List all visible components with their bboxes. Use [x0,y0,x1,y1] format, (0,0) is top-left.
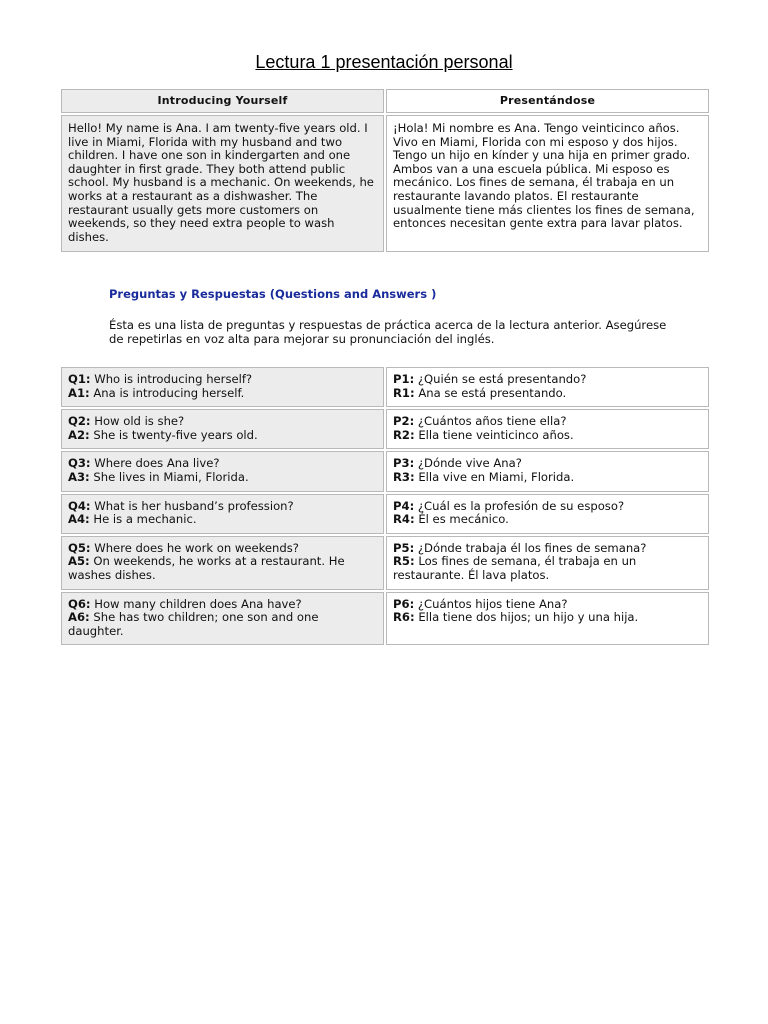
qa-row [61,494,709,534]
qa-spanish-cell [386,367,709,407]
answer-text: Ana is introducing herself. [89,385,245,400]
respuesta-text: Ella vive en Miami, Florida. [414,469,575,484]
pregunta-tag: P4: [393,498,415,513]
pregunta-text: ¿Quién se está presentando? [414,372,587,386]
question-text: How many children does Ana have? [90,596,302,611]
qa-spanish-cell [386,592,709,646]
answer-text: He is a mechanic. [89,512,197,527]
respuesta-text: Ella tiene dos hijos; un hijo y una hija. [414,610,639,625]
pregunta-tag: P1: [393,372,415,386]
question-tag: Q4: [68,498,91,513]
respuesta-tag: R6: [393,610,415,625]
qa-spanish-cell [386,494,709,534]
reading-body-row [61,115,709,252]
qa-english-cell [61,367,384,407]
answer-tag: A5: [68,554,90,569]
question-text: What is her husband’s profession? [90,498,294,513]
question-tag: Q5: [68,540,91,555]
qa-spanish-cell [386,451,709,491]
qa-row [61,367,709,407]
reading-header-row [61,89,709,113]
reading-text-spanish: ¡Hola! Mi nombre es Ana. Tengo veinticinco años. Vivo en Miami, Florida con mi esposo y dos hijos. Tengo un hijo en kínder y una hija en primer grado. Ambos van a una escuela pública. Mi esposo es mecánico. Los fines de semana, él trabaja en un restaurante lavando platos. El restaurante usualmente tiene más clientes los fines de semana, entonces necesitan gente extra para lavar platos. [386,115,709,252]
pregunta-text: ¿Cuántos años tiene ella? [414,414,567,429]
respuesta-text: Él es mecánico. [414,512,509,527]
qa-spanish-cell [386,536,709,590]
answer-text: She lives in Miami, Florida. [89,469,249,484]
pregunta-text: ¿Cuál es la profesión de su esposo? [414,498,625,513]
qa-spanish-cell [386,409,709,449]
qa-english-cell [61,409,384,449]
respuesta-tag: R4: [393,512,415,527]
qa-row [61,536,709,590]
qa-table [59,365,711,647]
qa-english-cell [61,536,384,590]
page-title: Lectura 1 presentación personal [255,52,513,72]
answer-text: On weekends, he works at a restaurant. He washes dishes. [68,554,345,582]
pregunta-tag: P5: [393,540,415,555]
answer-tag: A3: [68,469,90,484]
qa-english-cell [61,494,384,534]
pregunta-text: ¿Dónde vive Ana? [414,456,522,471]
question-tag: Q3: [68,456,91,471]
reading-table [59,87,711,254]
question-tag: Q6: [68,596,91,611]
question-text: Where does Ana live? [90,456,220,471]
header-english: Introducing Yourself [61,89,384,113]
respuesta-text: Los fines de semana, él trabaja en un restaurante. Él lava platos. [393,554,637,582]
question-tag: Q1: [68,372,91,386]
answer-tag: A2: [68,427,90,442]
answer-text: She is twenty-five years old. [89,427,258,442]
qa-row [61,592,709,646]
question-text: How old is she? [90,414,185,429]
pregunta-tag: P3: [393,456,415,471]
answer-text: She has two children; one son and one daughter. [68,610,319,638]
qa-row [61,409,709,449]
question-tag: Q2: [68,414,91,429]
qa-row [61,451,709,491]
respuesta-tag: R2: [393,427,415,442]
answer-tag: A4: [68,512,90,527]
reading-text-english: Hello! My name is Ana. I am twenty-five years old. I live in Miami, Florida with my husband and two children. I have one son in kindergarten and one daughter in first grade. They both attend public school. My husband is a mechanic. On weekends, he works at a restaurant as a dishwasher. The restaurant usually gets more customers on weekends, so they need extra people to wash dishes. [61,115,384,252]
pregunta-tag: P2: [393,414,415,429]
respuesta-text: Ella tiene veinticinco años. [414,427,574,442]
question-text: Where does he work on weekends? [90,540,299,555]
pregunta-tag: P6: [393,596,415,611]
qa-heading: Preguntas y Respuestas (Questions and Answers ) [109,287,437,301]
pregunta-text: ¿Dónde trabaja él los fines de semana? [414,540,647,555]
qa-english-cell [61,592,384,646]
respuesta-text: Ana se está presentando. [414,385,567,400]
answer-tag: A6: [68,610,90,625]
respuesta-tag: R3: [393,469,415,484]
header-spanish: Presentándose [386,89,709,113]
pregunta-text: ¿Cuántos hijos tiene Ana? [414,596,568,611]
answer-tag: A1: [68,385,90,400]
question-text: Who is introducing herself? [90,372,253,386]
respuesta-tag: R5: [393,554,415,569]
respuesta-tag: R1: [393,385,415,400]
qa-english-cell [61,451,384,491]
qa-intro: Ésta es una lista de preguntas y respuestas de práctica acerca de la lectura anterior. Asegúrese de repetirlas en voz alta para mejorar su pronunciación del inglés. [109,318,667,346]
